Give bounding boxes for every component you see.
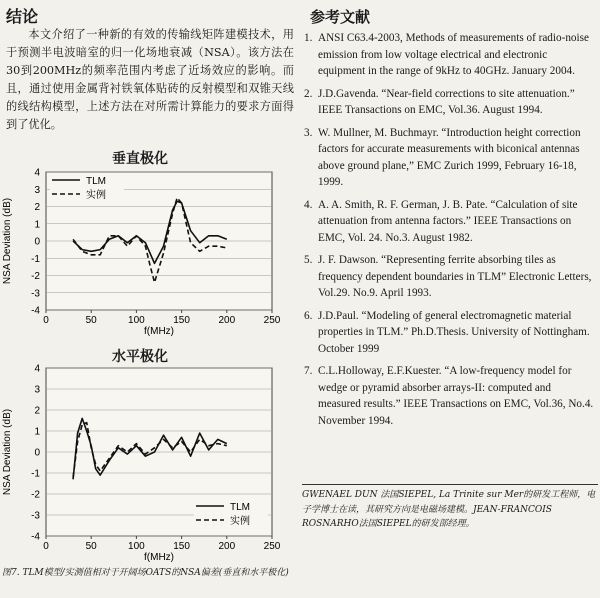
y-tick-label: -1 [31,253,40,265]
reference-text: A. A. Smith, R. F. German, J. B. Pate. “Calculation of site attenuation from antenna factors.” IEEE Transactions on EMC, Vol. 24. No.3. August 1982. [318,198,578,244]
reference-item [304,30,596,80]
chart-horizontal-polarization [0,364,298,564]
left-column [0,0,298,598]
reference-item [304,197,596,247]
y-tick-label: -2 [31,271,40,282]
x-axis-label: f(MHz) [144,552,174,563]
conclusion-heading: 结论 [6,7,39,26]
y-tick-label: 3 [34,184,40,196]
y-tick-label: 2 [34,405,40,417]
reference-text: ANSI C63.4-2003, Methods of measurements of radio-noise emission from low voltage electrical and electronic equipment in the range of 9kHz to 40GHz. January 2004. [318,32,589,77]
references-list [304,30,596,435]
y-tick-label: 0 [34,236,40,248]
y-tick-label: 0 [34,447,40,459]
reference-number: 4. [304,198,313,211]
y-tick-label: -3 [31,288,40,300]
legend-label: TLM [86,176,106,187]
legend-label: TLM [230,502,250,513]
y-tick-label: 3 [34,384,40,396]
x-tick-label: 250 [263,541,281,552]
y-tick-label: -4 [31,531,40,543]
reference-item [304,86,596,119]
y-tick-label: 4 [34,167,40,179]
reference-number: 5. [304,254,313,266]
x-tick-label: 50 [85,541,97,552]
legend-label: 实例 [86,190,106,201]
x-tick-label: 100 [128,541,145,552]
y-axis-label: NSA Deviation (dB) [2,408,13,496]
figure-caption: 图7. TLM模型/实测值相对于开阔场OATS的NSA偏差(垂直和水平极化) [2,568,289,578]
y-tick-label: -4 [31,305,40,317]
bio-divider [302,484,598,485]
reference-number: 1. [304,32,313,44]
y-axis-label: NSA Deviation (dB) [2,197,13,285]
reference-text: J.D.Paul. “Modeling of general electromagnetic material properties in TLM.” Ph.D.Thesis. University of Nottingham. October 1999 [318,309,590,355]
x-tick-label: 50 [85,315,97,326]
legend-label: 实例 [230,516,250,527]
reference-item [304,363,596,429]
chart2-title: 水平极化 [112,349,168,365]
x-tick-label: 0 [43,315,49,326]
x-tick-label: 150 [173,541,190,552]
y-tick-label: -3 [31,510,40,522]
reference-text: W. Mullner, M. Buchmayr. “Introduction height correction factors for accurate measurements with biconical antennas above ground plane,” EMC Zurich 1999, February 16-18, 1999. [318,126,581,188]
y-tick-label: -2 [31,489,40,501]
conclusion-paragraph: 本文介绍了一种新的有效的传输线矩阵建模技术，用于预测半电波暗室的归一化场地衰减（NSA）。该方法在30到200MHz的频率范围内考虑了近场效应的影响。而且，通过使用金属背衬铁氧体贴砖的反射模型和双锥天线的线结构模型，上述方法在对所需计算能力的要求方面得到了优化。 [6,28,294,131]
author-bio: GWENAEL DUN 法国SIEPEL, La Trinite sur Mer的研发工程师，电子学博士在读，其研究方向是电磁场建模。JEAN-FRANCOIS ROSNARHO法国SIEPEL的研发部经理。 [302,490,596,529]
chart1-title: 垂直极化 [112,151,168,167]
x-axis-label: f(MHz) [144,326,174,337]
x-tick-label: 250 [263,315,281,326]
reference-number: 7. [304,365,313,377]
reference-item [304,125,596,191]
y-tick-label: 4 [34,364,40,375]
right-column [300,0,600,598]
reference-text: C.L.Holloway, E.F.Kuester. “A low-frequency model for wedge or pyramid absorber arrays-II: computed and measured results.” IEEE Transactions on EMC, Vol.36, No.4. November 1994. [318,365,594,427]
references-heading: 参考文献 [310,8,371,26]
y-tick-label: 1 [34,426,40,438]
reference-number: 2. [304,87,313,100]
x-tick-label: 150 [173,315,190,326]
y-tick-label: -1 [31,468,40,480]
chart-vertical-polarization [0,166,298,338]
reference-text: J.D.Gavenda. “Near-field corrections to site attenuation.” IEEE Transactions on EMC, Vol.36. August 1994. [318,87,575,116]
reference-item [304,252,596,302]
reference-item [304,308,596,358]
reference-number: 6. [304,309,313,322]
x-tick-label: 0 [43,541,49,552]
reference-number: 3. [304,126,313,139]
x-tick-label: 200 [218,541,236,552]
y-tick-label: 2 [34,202,40,213]
y-tick-label: 1 [34,219,40,231]
reference-text: J. F. Dawson. “Representing ferrite absorbing tiles as frequency dependent boundaries in TLM” Electronic Letters, Vol.29. No.9. April 1993. [318,254,592,299]
x-tick-label: 200 [218,315,236,326]
x-tick-label: 100 [128,315,145,326]
